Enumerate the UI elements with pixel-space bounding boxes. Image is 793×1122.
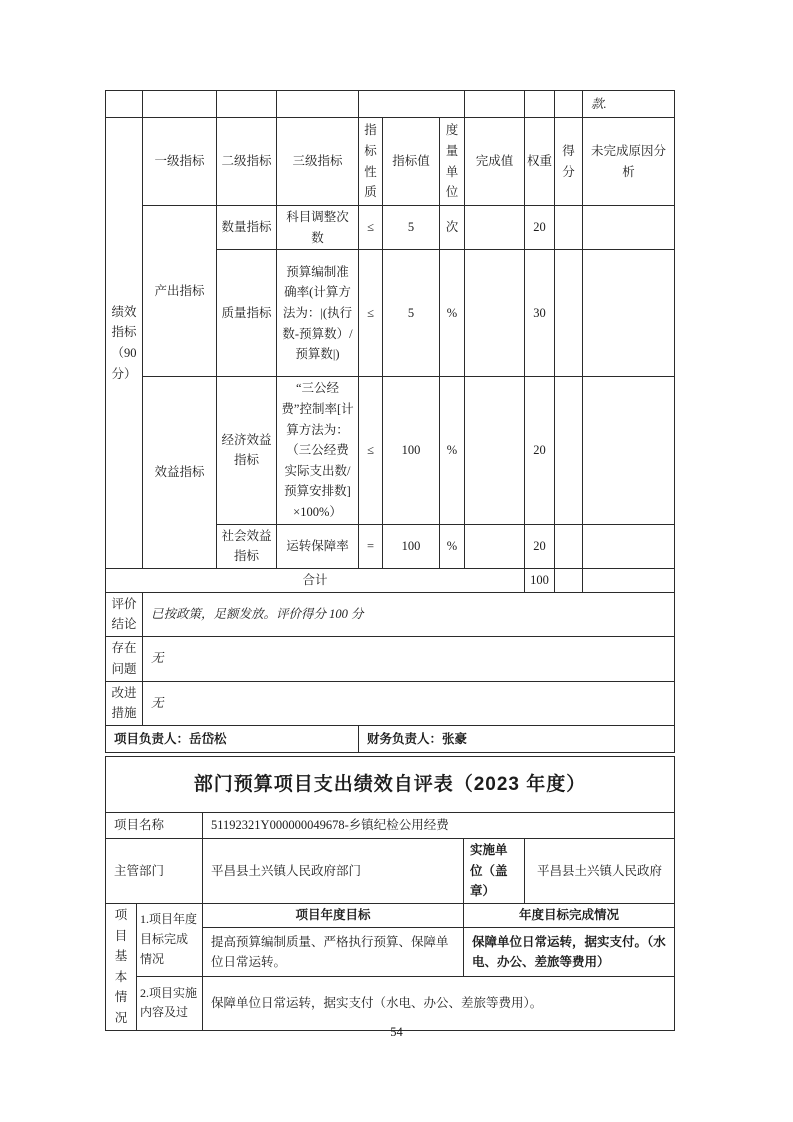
implementing-unit-label: 实施单位（盖章）	[464, 839, 525, 904]
annual-goal-label: 1.项目年度目标完成情况	[137, 903, 203, 976]
group-label: 绩效指标（90分）	[106, 118, 143, 569]
department-value: 平昌县土兴镇人民政府部门	[203, 839, 464, 904]
empty-cell	[217, 91, 277, 118]
indicator-row	[106, 206, 675, 250]
header-row	[106, 118, 675, 206]
header-level3: 三级指标	[277, 118, 359, 206]
header-actual: 完成值	[465, 118, 525, 206]
project-name-value: 51192321Y000000049678-乡镇纪检公用经费	[203, 813, 675, 839]
empty-cell	[106, 91, 143, 118]
page-number: 54	[390, 1025, 403, 1039]
unit-cell: %	[440, 250, 465, 377]
project-manager-signature: 项目负责人：岳岱松	[106, 726, 359, 753]
level1-output: 产出指标	[143, 206, 217, 377]
nature-cell: =	[359, 524, 383, 568]
department-label: 主管部门	[106, 839, 203, 904]
weight-cell: 20	[525, 377, 555, 524]
nature-cell: ≤	[359, 250, 383, 377]
improvements-text: 无	[143, 681, 675, 725]
signature-row	[106, 726, 675, 753]
implementation-label: 2.项目实施内容及过	[137, 977, 203, 1030]
target-cell: 5	[383, 206, 440, 250]
reason-cell	[583, 206, 675, 250]
header-unit: 度量单位	[440, 118, 465, 206]
total-weight: 100	[525, 568, 555, 592]
unit-cell: %	[440, 524, 465, 568]
completion-header: 年度目标完成情况	[464, 903, 675, 927]
empty-cell	[555, 91, 583, 118]
carryover-text: 款.	[583, 91, 675, 118]
score-cell	[555, 206, 583, 250]
level1-benefit: 效益指标	[143, 377, 217, 569]
score-cell	[555, 524, 583, 568]
level3-cell: 运转保障率	[277, 524, 359, 568]
header-weight: 权重	[525, 118, 555, 206]
conclusion-label: 评价结论	[106, 592, 143, 636]
total-label: 合计	[106, 568, 525, 592]
weight-cell: 20	[525, 524, 555, 568]
improvements-label: 改进措施	[106, 681, 143, 725]
total-score	[555, 568, 583, 592]
empty-cell	[359, 91, 465, 118]
score-cell	[555, 377, 583, 524]
implementing-unit-value: 平昌县土兴镇人民政府	[525, 839, 675, 904]
empty-cell	[525, 91, 555, 118]
total-reason	[583, 568, 675, 592]
department-row	[106, 839, 675, 904]
target-cell: 5	[383, 250, 440, 377]
carryover-row	[106, 91, 675, 118]
total-row	[106, 568, 675, 592]
goal-text: 提高预算编制质量、严格执行预算、保障单位日常运转。	[203, 928, 464, 977]
level2-cell: 数量指标	[217, 206, 277, 250]
project-name-row	[106, 813, 675, 839]
conclusion-text: 已按政策，足额发放。评价得分 100 分	[143, 592, 675, 636]
reason-cell	[583, 250, 675, 377]
header-target: 指标值	[383, 118, 440, 206]
nature-cell: ≤	[359, 206, 383, 250]
level2-cell: 社会效益指标	[217, 524, 277, 568]
reason-cell	[583, 524, 675, 568]
basic-info-label: 项目基本情况	[106, 903, 137, 1030]
unit-cell: %	[440, 377, 465, 524]
weight-cell: 20	[525, 206, 555, 250]
self-evaluation-form-table	[105, 756, 675, 1031]
header-level2: 二级指标	[217, 118, 277, 206]
actual-cell	[465, 377, 525, 524]
empty-cell	[277, 91, 359, 118]
improvements-row	[106, 681, 675, 725]
nature-cell: ≤	[359, 377, 383, 524]
weight-cell: 30	[525, 250, 555, 377]
problems-text: 无	[143, 636, 675, 681]
header-score: 得分	[555, 118, 583, 206]
level3-cell: 预算编制准确率(计算方法为：|(执行数-预算数）/预算数|)	[277, 250, 359, 377]
header-level1: 一级指标	[143, 118, 217, 206]
implementation-text: 保障单位日常运转，据实支付（水电、办公、差旅等费用）。	[203, 977, 675, 1030]
problems-label: 存在问题	[106, 636, 143, 681]
actual-cell	[465, 250, 525, 377]
actual-cell	[465, 206, 525, 250]
indicator-row	[106, 377, 675, 524]
problems-row	[106, 636, 675, 681]
conclusion-row	[106, 592, 675, 636]
finance-manager-signature: 财务负责人：张豪	[359, 726, 675, 753]
empty-cell	[465, 91, 525, 118]
unit-cell: 次	[440, 206, 465, 250]
target-cell: 100	[383, 524, 440, 568]
project-name-label: 项目名称	[106, 813, 203, 839]
goal-header: 项目年度目标	[203, 903, 464, 927]
actual-cell	[465, 524, 525, 568]
goal-header-row	[106, 903, 675, 927]
level2-cell: 质量指标	[217, 250, 277, 377]
reason-cell	[583, 377, 675, 524]
target-cell: 100	[383, 377, 440, 524]
level3-cell: “三公经费”控制率[计算方法为：（三公经费实际支出数/预算安排数]×100%）	[277, 377, 359, 524]
header-nature: 指标性质	[359, 118, 383, 206]
form-title-row	[106, 757, 675, 813]
level2-cell: 经济效益指标	[217, 377, 277, 524]
implementation-row	[106, 977, 675, 1030]
level3-cell: 科目调整次数	[277, 206, 359, 250]
form-title: 部门预算项目支出绩效自评表（2023 年度）	[106, 757, 675, 813]
empty-cell	[143, 91, 217, 118]
performance-indicator-table	[105, 90, 675, 753]
completion-text: 保障单位日常运转，据实支付。（水电、办公、差旅等费用）	[464, 928, 675, 977]
header-reason: 未完成原因分析	[583, 118, 675, 206]
score-cell	[555, 250, 583, 377]
